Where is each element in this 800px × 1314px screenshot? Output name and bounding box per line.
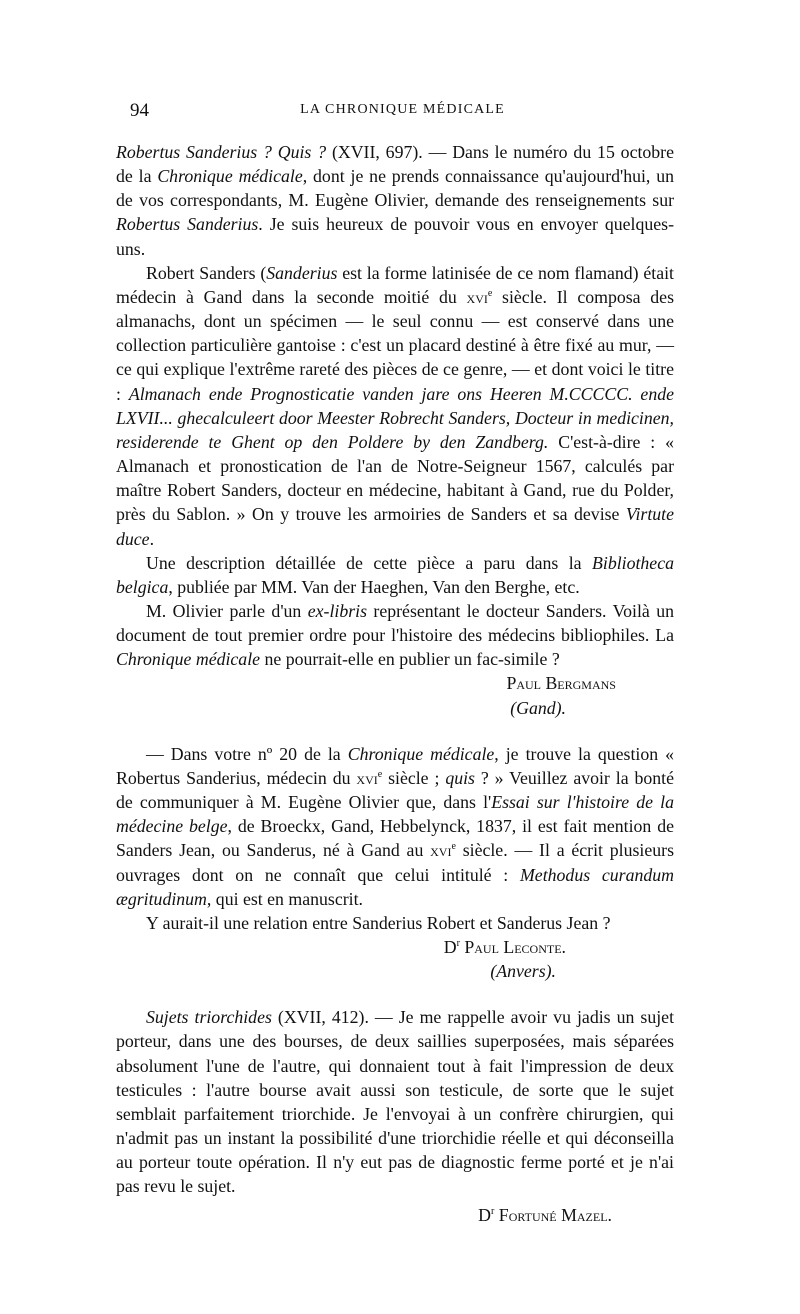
page-header (130, 100, 675, 124)
query-title: Robertus Sanderius ? Quis ? (116, 142, 327, 162)
section-gap (116, 720, 674, 742)
letter1-paragraph-3: Une description détaillée de cette pièce a paru dans la Bibliotheca belgica, publiée par MM. Van der Haeghen, Van den Berghe, etc. (116, 552, 674, 597)
place-gand: (Gand). (510, 697, 566, 718)
letter2-paragraph-2: Y aurait-il une relation entre Sanderius Robert et Sanderus Jean ? (146, 912, 611, 933)
motto: Virtute duce (116, 504, 674, 549)
query-title: Sujets triorchides (146, 1007, 272, 1028)
almanach-title: Almanach ende Prognosticatie vanden jare ons Heeren M.CCCCC. ende LXVII... ghecalculeert door Meester Robrecht Sanders, Docteur in medicinen, residerende te Ghent op den Poldere by den Zandberg. (116, 383, 674, 452)
letter1-paragraph-2: Robert Sanders (Sanderius est la forme latinisée de ce nom flamand) était médecin à Gand dans la seconde moitié du xvi$^e$ siècle. Il composa des almanachs, dont un spécimen — le seul connu — est conservé dans une collection particulière gantoise : c'est un placard destiné à être fixé au mur, — ce qui explique l'extrême rareté des pièces de ce genre, — et dont voici le titre : Almanach ende Prognosticatie vanden jare ons Heeren M.CCCCC. ende LXVII... ghecalculeert door Meester Robrecht Sanders, Docteur in medicinen, residerende te Ghent op den Poldere by den Zandberg. C'est-à-dire : « Almanach et pronostication de l'an de Notre-Seigneur 1567, calculés par maître Robert Sanders, docteur en médecine, habitant à Gand, rue du Polder, près du Sablon. » On y trouve les armoiries de Sanders et sa devise Virtute duce. (116, 262, 674, 549)
section-gap (116, 983, 674, 1005)
letter1-paragraph-4: M. Olivier parle d'un ex-libris représentant le docteur Sanders. Voilà un document de tout premier ordre pour l'histoire des médecins bibliophiles. La Chronique médicale ne pourrait-elle en publier un fac-simile ? (116, 600, 674, 670)
signature-bergmans: Paul Bergmans (506, 673, 616, 694)
place-anvers: (Anvers). (490, 961, 556, 982)
signature-mazel: $D^r$ Fortuné Mazel. (478, 1204, 612, 1225)
running-title: LA CHRONIQUE MÉDICALE (300, 102, 505, 117)
letter3-paragraph-1: Sujets triorchides (XVII, 412). — Je me rappelle avoir vu jadis un sujet porteur, dans une des bourses, de deux saillies superposées, mais séparées absolument l'une de l'autre, qui donnaient tout à fait l'impression de deux testicules : l'autre bourse avait aussi son testicule, de sorte que le sujet semblait parfaitement triorchide. Je l'envoyai à un confrère chirurgien, qui n'admit pas un instant la possibilité d'une triorchidie réelle et qui déconseilla au porteur toute opération. Il n'y eut pas de diagnostic ferme porté et je n'ai pas revu le sujet. (116, 1007, 675, 1197)
signature-leconte: $D^r$ Paul Leconte. (443, 937, 566, 957)
journal-title: Chronique médicale (157, 166, 303, 187)
page-number: 94 (130, 100, 149, 121)
letter1-paragraph-1: Robertus Sanderius ? Quis ? (XVII, 697). — Dans le numéro du 15 octobre de la Chronique médicale, dont je ne prends connaissance qu'aujourd'hui, un de vos correspondants, M. Eugène Olivier, demande des renseignements sur Robertus Sanderius. Je suis heureux de pouvoir vous en envoyer quelques-uns. (116, 142, 675, 259)
letter2-paragraph-1: — Dans votre nº 20 de la Chronique médicale, je trouve la question « Robertus Sanderius, médecin du xvi$^e$ siècle ; quis ? » Veuillez avoir la bonté de communiquer à M. Eugène Olivier que, dans l'Essai sur l'histoire de la médecine belge, de Broeckx, Gand, Hebbelynck, 1837, il est fait mention de Sanders Jean, ou Sanderus, né à Gand au xvi$^e$ siècle. — Il a écrit plusieurs ouvrages dont on ne connaît que celui intitulé : Methodus curandum ægritudinum, qui est en manuscrit. (116, 743, 675, 909)
article-body (116, 140, 674, 1227)
